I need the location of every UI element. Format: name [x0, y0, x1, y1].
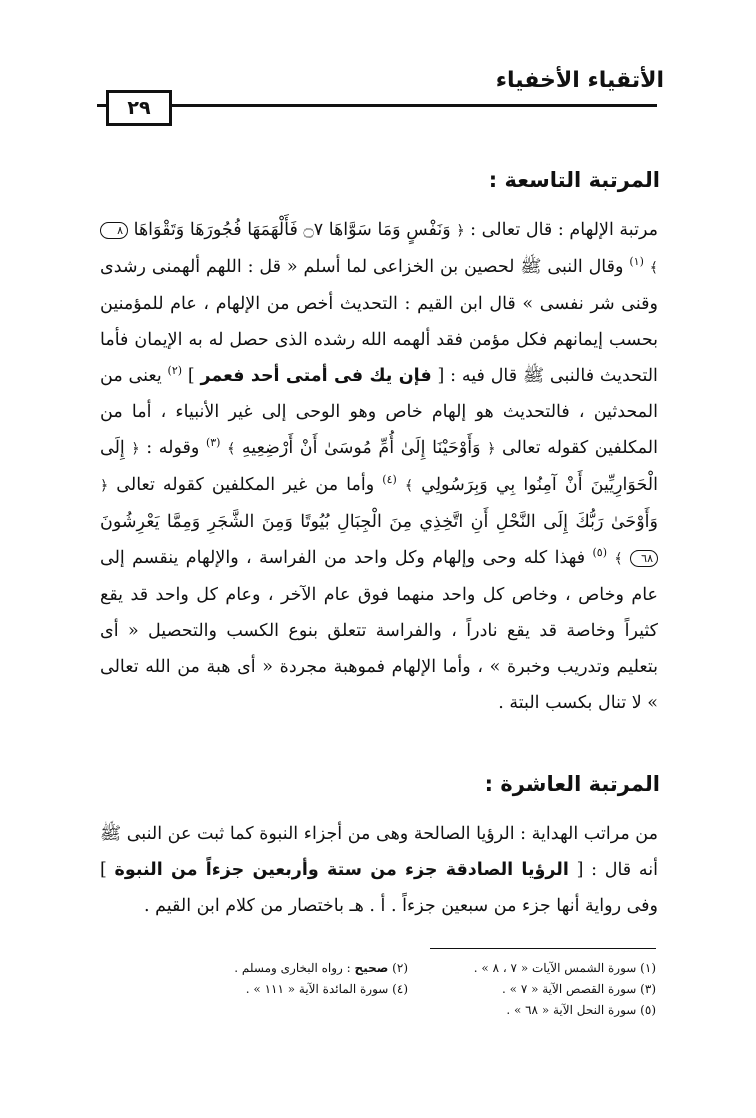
- footnote-3: [408, 979, 656, 1000]
- ornate-bracket-close: ﴾: [614, 551, 623, 567]
- bold-hadith: فإن يك فى أمتى أحد فعمر: [200, 366, 432, 386]
- page-number: ٢٩: [106, 90, 172, 126]
- footnote-ref: (٢): [167, 364, 183, 378]
- section-ninth-body: [100, 212, 658, 721]
- verse-number: ٦٨: [630, 550, 658, 567]
- footnote-ref: (١): [629, 255, 644, 269]
- body-text: وقوله :: [146, 438, 200, 458]
- footnote-row: [160, 958, 656, 979]
- ornate-bracket-open: ﴿: [456, 223, 465, 239]
- section-heading-ninth: المرتبة التاسعة :: [488, 168, 660, 192]
- body-text: وقال النبى ﷺ لحصين بن الخزاعى لما أسلم « قل : اللهم ألهمنى رشدى وقنى شر نفسى » قال ابن القيم : التحديث أخص من الإلهام ، عام للمؤمنين بحسب إيمانهم فكل مؤمن فقد ألهمه الله رشده الذى حصل له به الإيمان فأما التحديث فالنبى ﷺ قال فيه : [: [100, 257, 658, 386]
- bracket: ]: [187, 366, 195, 386]
- ornate-bracket-open: ﴿: [131, 441, 140, 457]
- body-text: وفى رواية أنها جزء من سبعين جزءاً . أ . هـ باختصار من كلام ابن القيم .: [143, 896, 658, 916]
- body-text: من مراتب الهداية : الرؤيا الصالحة وهى من أجزاء النبوة كما ثبت عن النبى ﷺ أنه قال : [: [100, 824, 658, 880]
- footnote-number: (٥): [640, 1003, 656, 1017]
- header-rule: [97, 104, 657, 107]
- ornate-bracket-open: ﴿: [100, 478, 109, 494]
- body-text: يعنى من المحدثين ، فالتحديث هو إلهام خاص وهو الوحى إلى غير الأنبياء ، أما من المكلفين كقوله تعالى: [100, 366, 658, 458]
- ornate-bracket-open: ﴿: [487, 441, 496, 457]
- bracket: ]: [100, 860, 107, 880]
- footnote-number: (٢): [392, 961, 408, 975]
- running-title: الأتقياء الأخفياء: [495, 68, 664, 93]
- footnote-bold: صحيح: [354, 961, 389, 975]
- quran-verse: إِلَى الْحَوَارِيِّينَ أَنْ آمِنُوا بِي وَبِرَسُولِي: [100, 438, 658, 495]
- section-tenth-body: [100, 816, 658, 924]
- body-text: فهذا كله وحى وإلهام وكل واحد من الفراسة ، والإلهام ينقسم إلى عام وخاص ، وخاص كل واحد منهما فوق عام الآخر ، وعام كل واحد قد يقع كثيراً وخاصة قد يقع نادراً ، والفراسة تتعلق بنوع الكسب والتحصيل « أى بتعليم وتدريب وخبرة » ، وأما الإلهام فموهبة مجردة « أى هبة من الله تعالى » لا تنال بكسب البتة .: [100, 548, 658, 713]
- bold-hadith: الرؤيا الصادقة جزء من ستة وأربعين جزءاً من النبوة: [114, 860, 569, 880]
- ornate-bracket-close: ﴾: [404, 478, 414, 494]
- footnote-5: [408, 1000, 656, 1021]
- quran-verse: وَأَوْحَيْنَا إِلَىٰ أُمِّ مُوسَىٰ أَنْ أَرْضِعِيهِ: [241, 438, 481, 458]
- quran-verse: وَنَفْسٍ وَمَا سَوَّاهَا ۝٧ فَأَلْهَمَهَا فُجُورَهَا وَتَقْوَاهَا: [133, 220, 451, 240]
- footnote-4: [160, 979, 408, 1000]
- intro-text: مرتبة الإلهام : قال تعالى :: [470, 220, 658, 240]
- ornate-bracket-close: ﴾: [227, 441, 236, 457]
- section-heading-tenth: المرتبة العاشرة :: [484, 772, 660, 796]
- footnote-number: (٣): [640, 982, 656, 996]
- quran-verse: وَأَوْحَىٰ رَبُّكَ إِلَى النَّحْلِ أَنِ اتَّخِذِي مِنَ الْجِبَالِ بُيُوتًا وَمِنَ الشَّجَرِ وَمِمَّا يَعْرِشُونَ: [100, 512, 658, 532]
- footnote-text: سورة الشمس الآيات « ٧ ، ٨ » .: [473, 961, 637, 975]
- footnote-ref: (٤): [382, 473, 397, 487]
- body-text: وأما من غير المكلفين كقوله تعالى: [116, 475, 375, 495]
- footnote-text: : رواه البخارى ومسلم .: [234, 961, 351, 975]
- footnote-ref: (٣): [205, 436, 221, 450]
- verse-number: ٨: [100, 222, 128, 239]
- footnote-2: [160, 958, 408, 979]
- footnote-row: [160, 1000, 656, 1021]
- ornate-bracket-close: ﴾: [649, 260, 658, 276]
- footnote-text: سورة المائدة الآية « ١١١ » .: [245, 982, 389, 996]
- footnote-number: (١): [640, 961, 656, 975]
- footnote-text: سورة القصص الآية « ٧ » .: [502, 982, 637, 996]
- footnote-row: [160, 979, 656, 1000]
- footnote-number: (٤): [392, 982, 408, 996]
- footnote-ref: (٥): [592, 546, 607, 560]
- footnotes: [160, 958, 656, 1021]
- footnote-rule: [430, 948, 656, 949]
- footnote-1: [408, 958, 656, 979]
- footnote-text: سورة النحل الآية « ٦٨ » .: [506, 1003, 637, 1017]
